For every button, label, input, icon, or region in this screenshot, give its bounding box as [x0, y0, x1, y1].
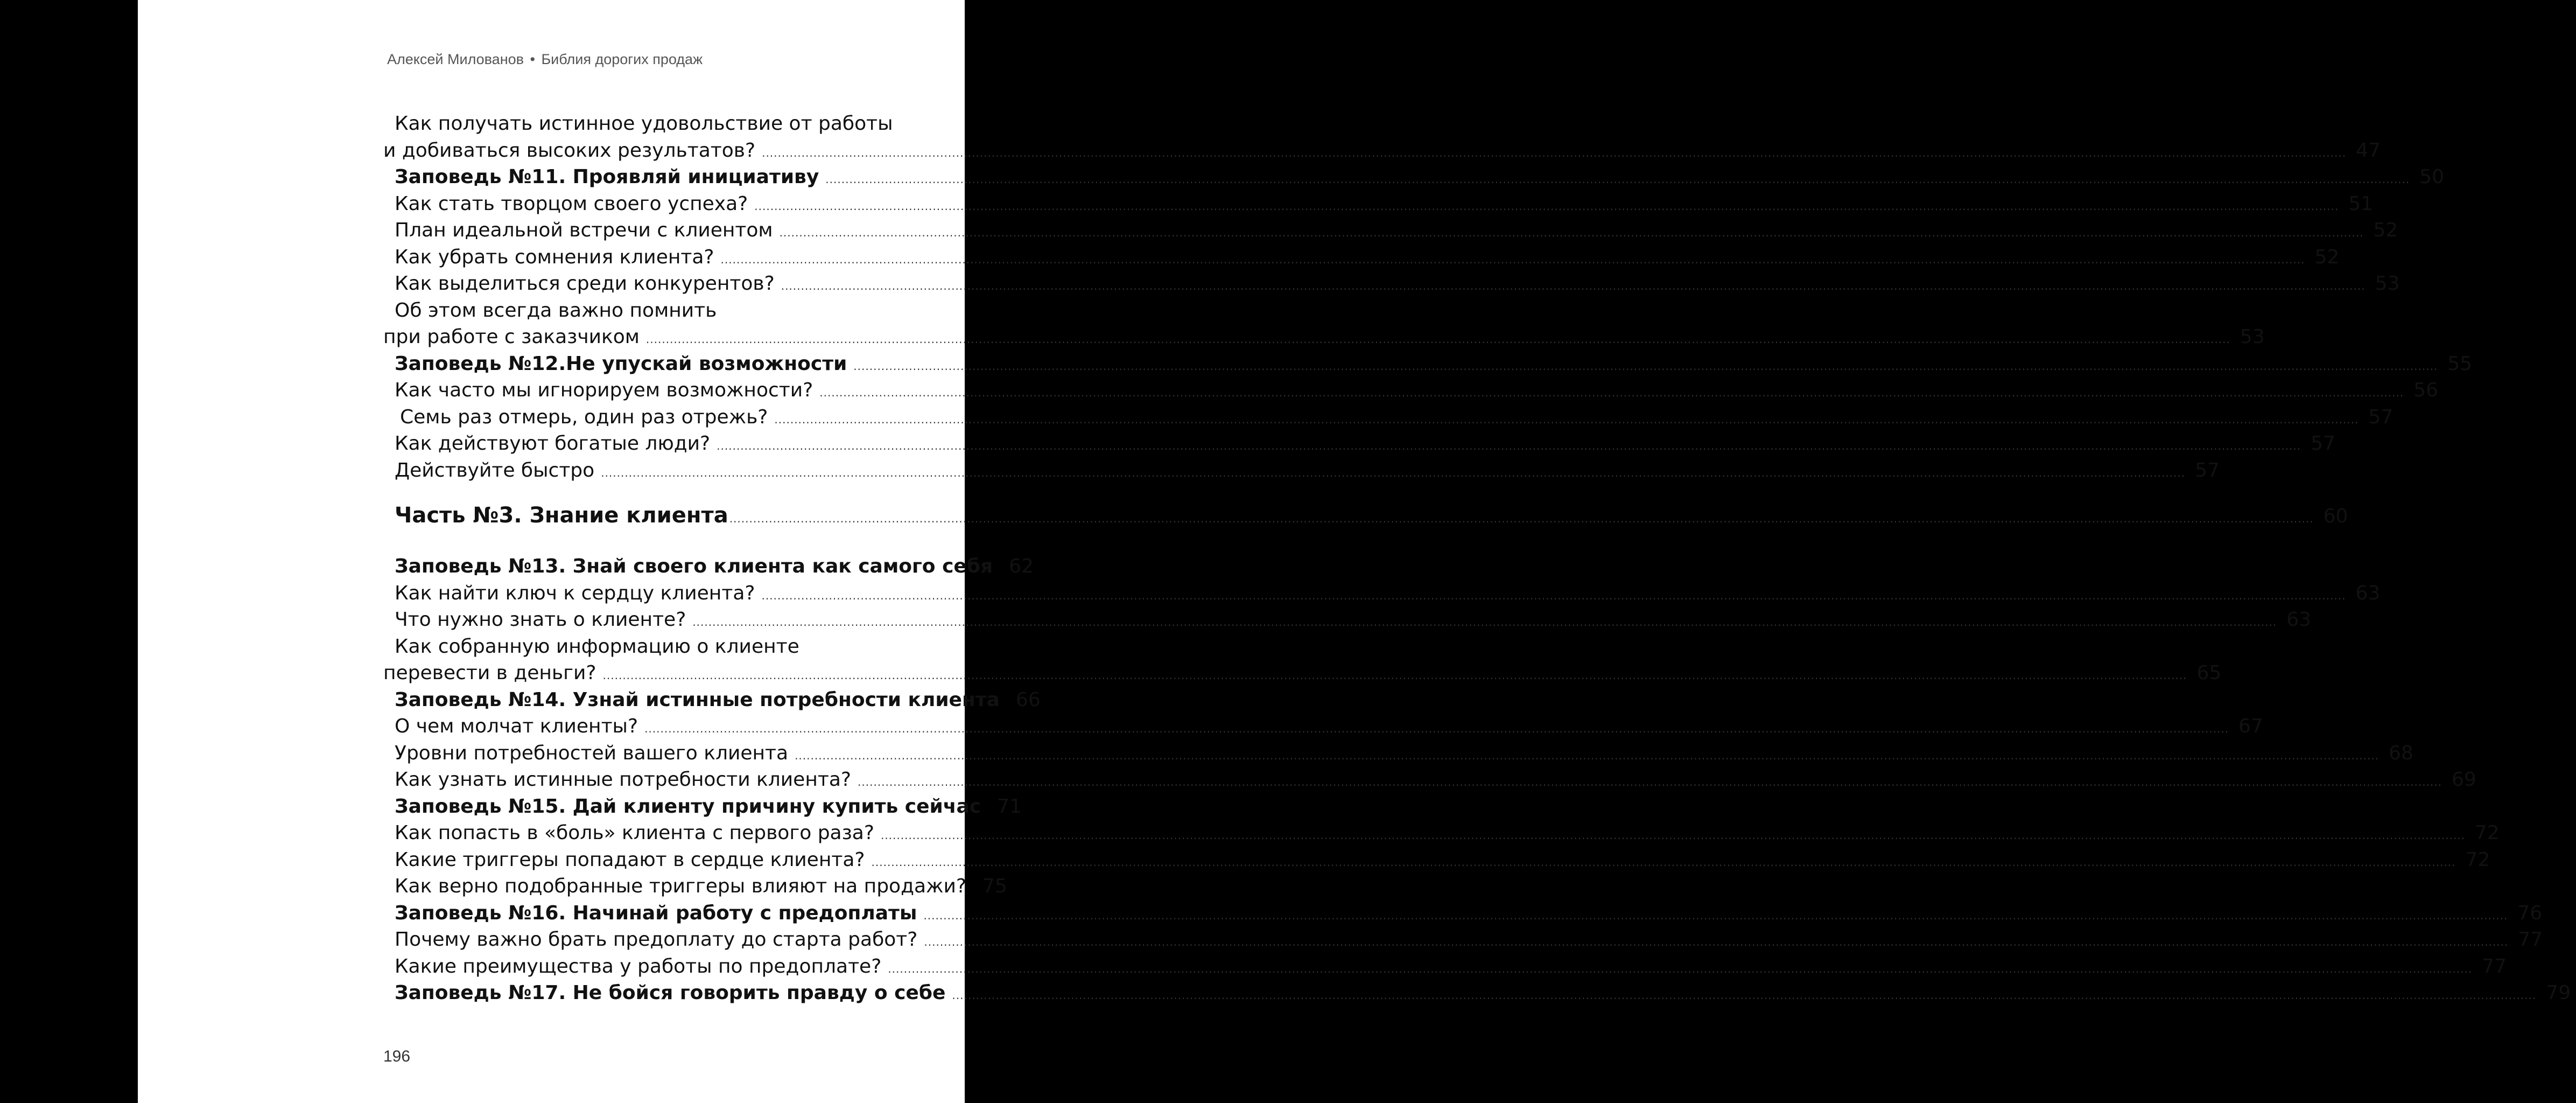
- toc-entry-title: Почему важно брать предоплату до старта работ?: [395, 929, 918, 951]
- toc-entry: [383, 873, 1005, 900]
- toc-entry-title: Как верно подобранные триггеры влияют на продажи?: [395, 875, 966, 897]
- dot-leader: ................................................................................................................................................................................................................................................................................................................................................................................................................: [858, 776, 2442, 788]
- toc-entry-title: Часть №3. Знание клиента: [395, 503, 728, 528]
- toc-entry-page: 68: [2389, 742, 2413, 764]
- toc-entry-page: 57: [2368, 406, 2393, 428]
- dot-leader: ................................................................................................................................................................................................................................................................................................................................................................................................................: [888, 962, 2473, 975]
- toc-entry: [383, 270, 2400, 297]
- toc-entry: [383, 740, 2413, 767]
- toc-entry-page: 47: [2356, 139, 2381, 162]
- header-separator: •: [530, 51, 535, 67]
- dot-leader: ................................................................................................................................................................................................................................................................................................................................................................................................................: [762, 146, 2347, 159]
- toc-entry: [383, 324, 2265, 351]
- toc-entry-title: и добиваться высоких результатов?: [383, 139, 756, 162]
- toc-entry-title: Какие триггеры попадают в сердце клиента?: [395, 848, 865, 871]
- toc-entry-page: 66: [1016, 688, 1041, 711]
- toc-entry-page: 63: [2355, 582, 2381, 604]
- toc-entry-page: 79: [2546, 982, 2571, 1004]
- toc-entry: [383, 926, 2543, 953]
- toc-entry: [383, 137, 2381, 164]
- toc-entry-page: 63: [2286, 609, 2312, 631]
- dot-leader: ................................................................................................................................................................................................................................................................................................................................................................................................................: [825, 173, 2410, 186]
- toc-chapter-entry: [383, 687, 1041, 714]
- toc-entry-title: Заповедь №11. Проявляй инициативу: [395, 166, 819, 188]
- toc-entry-page: 75: [982, 875, 1007, 897]
- toc-entry-title: Действуйте быстро: [395, 459, 595, 481]
- toc-entry: [383, 847, 2490, 874]
- toc-entry-title: Как получать истинное удовольствие от работы: [395, 113, 893, 135]
- toc-entry-page: 62: [1009, 555, 1034, 577]
- toc-entry-title: Об этом всегда важно помнить: [395, 299, 717, 322]
- toc-entry-page: 52: [2314, 246, 2340, 268]
- toc-entry: [383, 953, 2507, 980]
- toc-entry-page: 53: [2375, 273, 2400, 295]
- toc-entry: [383, 297, 1005, 324]
- toc-chapter-entry: [383, 900, 2543, 927]
- toc-entry-title: План идеальной встречи с клиентом: [395, 219, 773, 241]
- toc-entry: [383, 244, 2340, 271]
- toc-entry-page: 67: [2238, 715, 2263, 737]
- toc-entry-page: 52: [2373, 219, 2398, 241]
- toc-entry: [383, 404, 2393, 431]
- dot-leader: ................................................................................................................................................................................................................................................................................................................................................................................................................: [729, 512, 2314, 525]
- dot-leader: ................................................................................................................................................................................................................................................................................................................................................................................................................: [924, 936, 2509, 948]
- book-page: [138, 0, 2571, 1103]
- toc-entry-page: 71: [997, 795, 1022, 818]
- toc-entry: [383, 457, 2220, 484]
- toc-entry-page: 50: [2419, 166, 2445, 188]
- page-number: 196: [383, 1048, 411, 1065]
- dot-leader: ................................................................................................................................................................................................................................................................................................................................................................................................................: [871, 855, 2456, 869]
- toc-entry-page: 55: [2447, 352, 2473, 375]
- toc-entry-title: Заповедь №17. Не бойся говорить правду о себе: [395, 982, 946, 1004]
- toc-part-heading: [383, 500, 2348, 532]
- toc-entry-title: Как действуют богатые люди?: [395, 432, 711, 455]
- dot-leader: ................................................................................................................................................................................................................................................................................................................................................................................................................: [853, 359, 2438, 373]
- dot-leader: ................................................................................................................................................................................................................................................................................................................................................................................................................: [601, 466, 2186, 479]
- toc-entry: [383, 820, 2500, 847]
- toc-entry-page: 72: [2465, 848, 2490, 871]
- toc-entry: [383, 633, 1005, 660]
- toc-entry-title: Заповедь №14. Узнай истинные потребности клиента: [395, 688, 1000, 711]
- toc-entry-title: перевести в деньги?: [383, 662, 596, 684]
- toc-entry-page: 69: [2451, 769, 2476, 791]
- toc-entry-title: Как выделиться среди конкурентов?: [395, 273, 775, 295]
- toc-entry-title: Заповедь №16. Начинай работу с предоплаты: [395, 902, 917, 924]
- dot-leader: ................................................................................................................................................................................................................................................................................................................................................................................................................: [602, 669, 2187, 682]
- toc-entry-page: 77: [2518, 929, 2543, 951]
- toc-entry: [383, 377, 2439, 404]
- toc-entry-title: Семь раз отмерь, один раз отрежь?: [400, 406, 768, 428]
- toc-entry: [383, 191, 2374, 218]
- toc-entry-title: Уровни потребностей вашего клиента: [395, 742, 789, 764]
- toc-entry: [383, 430, 2335, 457]
- running-header: [387, 51, 703, 68]
- dot-leader: ................................................................................................................................................................................................................................................................................................................................................................................................................: [779, 226, 2364, 239]
- toc-entry-title: Как узнать истинные потребности клиента?: [395, 769, 852, 791]
- toc-entry-title: Заповедь №13. Знай своего клиента как самого себя: [395, 555, 993, 577]
- dot-leader: ................................................................................................................................................................................................................................................................................................................................................................................................................: [717, 439, 2301, 452]
- dot-leader: ................................................................................................................................................................................................................................................................................................................................................................................................................: [880, 829, 2465, 842]
- toc-entry-title: О чем молчат клиенты?: [395, 715, 638, 737]
- toc-entry-title: Как собранную информацию о клиенте: [395, 635, 799, 658]
- toc-entry: [383, 110, 1005, 137]
- toc-chapter-entry: [383, 793, 1022, 820]
- toc-entry: [383, 766, 2476, 793]
- toc-entry-title: Что нужно знать о клиенте?: [395, 609, 686, 631]
- header-book-title: Библия дорогих продаж: [541, 51, 703, 67]
- dot-leader: ................................................................................................................................................................................................................................................................................................................................................................................................................: [754, 199, 2339, 213]
- toc-entry: [383, 660, 2222, 687]
- dot-leader: ................................................................................................................................................................................................................................................................................................................................................................................................................: [645, 333, 2230, 346]
- toc-entry-page: 76: [2517, 902, 2543, 924]
- table-of-contents: [383, 110, 2571, 1007]
- dot-leader: ................................................................................................................................................................................................................................................................................................................................................................................................................: [952, 989, 2537, 1002]
- toc-chapter-entry: [383, 553, 1034, 580]
- toc-entry-title: Заповедь №15. Дай клиенту причину купить сейчас: [395, 795, 981, 818]
- dot-leader: ................................................................................................................................................................................................................................................................................................................................................................................................................: [781, 280, 2366, 292]
- toc-chapter-entry: [383, 164, 2445, 191]
- toc-entry-title: Как убрать сомнения клиента?: [395, 246, 714, 268]
- toc-entry: [383, 217, 2398, 244]
- toc-entry-title: при работе с заказчиком: [383, 326, 640, 348]
- toc-entry-title: Как часто мы игнорируем возможности?: [395, 379, 813, 401]
- toc-entry: [383, 580, 2381, 607]
- toc-entry-page: 51: [2348, 192, 2374, 215]
- dot-leader: ................................................................................................................................................................................................................................................................................................................................................................................................................: [819, 386, 2404, 399]
- dot-leader: ................................................................................................................................................................................................................................................................................................................................................................................................................: [774, 413, 2359, 426]
- toc-entry-title: Какие преимущества у работы по предоплате?: [395, 955, 882, 978]
- toc-entry-page: 77: [2482, 955, 2507, 978]
- dot-leader: ................................................................................................................................................................................................................................................................................................................................................................................................................: [761, 589, 2346, 602]
- toc-entry-page: 65: [2196, 662, 2222, 684]
- toc-chapter-entry: [383, 980, 2571, 1007]
- toc-entry-title: Как стать творцом своего успеха?: [395, 192, 748, 215]
- toc-entry-page: 57: [2195, 459, 2220, 481]
- toc-entry-page: 57: [2311, 432, 2335, 455]
- toc-entry-page: 53: [2240, 326, 2265, 348]
- dot-leader: ................................................................................................................................................................................................................................................................................................................................................................................................................: [644, 722, 2229, 735]
- toc-entry-title: Как найти ключ к сердцу клиента?: [395, 582, 755, 604]
- toc-entry-title: Как попасть в «боль» клиента с первого раза?: [395, 822, 874, 844]
- dot-leader: ................................................................................................................................................................................................................................................................................................................................................................................................................: [923, 909, 2508, 922]
- toc-entry: [383, 606, 2312, 633]
- toc-entry: [383, 713, 2263, 740]
- toc-entry-title: Заповедь №12.Не упускай возможности: [395, 352, 847, 375]
- toc-chapter-entry: [383, 351, 2473, 378]
- dot-leader: ................................................................................................................................................................................................................................................................................................................................................................................................................: [795, 749, 2380, 762]
- dot-leader: ................................................................................................................................................................................................................................................................................................................................................................................................................: [720, 253, 2305, 266]
- dot-leader: ................................................................................................................................................................................................................................................................................................................................................................................................................: [692, 616, 2277, 629]
- toc-entry-page: 56: [2413, 379, 2439, 401]
- toc-entry-page: 72: [2474, 822, 2500, 844]
- toc-entry-page: 60: [2323, 505, 2348, 527]
- header-author: Алексей Милованов: [387, 51, 524, 67]
